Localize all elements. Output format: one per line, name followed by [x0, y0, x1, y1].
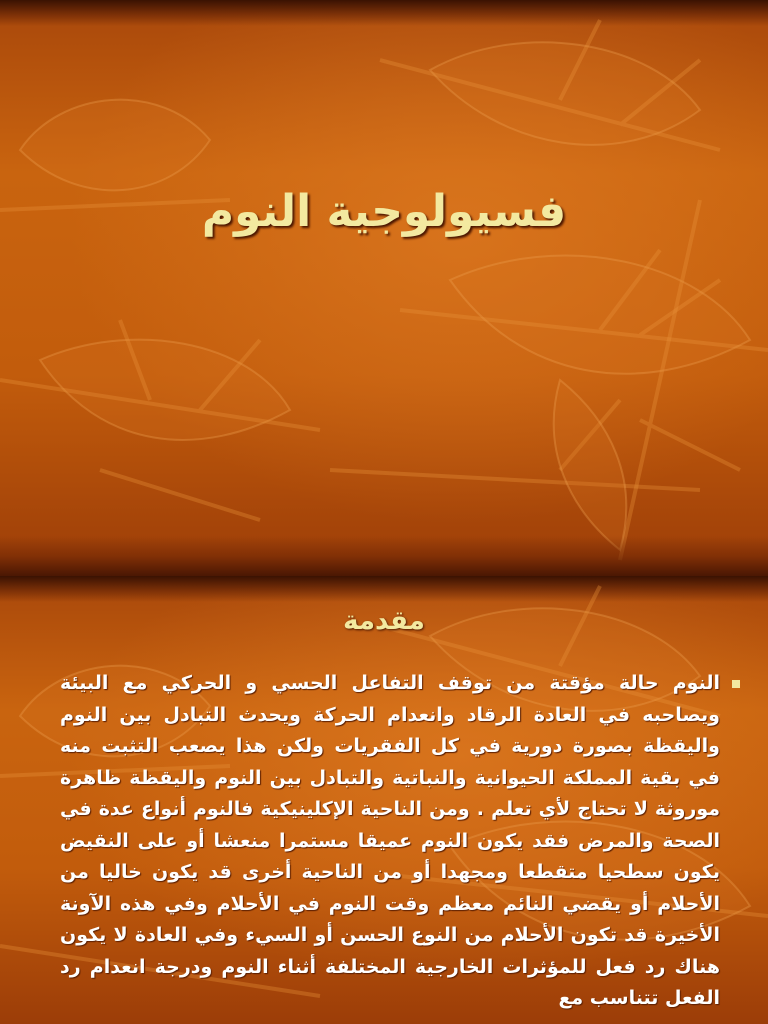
section-heading: مقدمة [343, 606, 425, 636]
bullet-square-icon [732, 680, 740, 688]
bullet-list [60, 668, 720, 1015]
slide-title: فسيولوجية النوم [201, 186, 567, 237]
intro-paragraph: النوم حالة مؤقتة من توقف التفاعل الحسي و الحركي مع البيئة ويصاحبه في العادة الرقاد وانعدام الحركة ويحدث التبادل بين النوم واليقظة بصورة دورية في كل الفقريات ولكن هذا يصعب التثبت منه في بقية المملكة الحيوانية والنباتية والتبادل بين النوم واليقظة ظاهرة موروثة لا تحتاج لأي تعلم . ومن الناحية الإكلينيكية فالنوم أنواع عدة في الصحة والمرض فقد يكون النوم عميقا مستمرا منعشا أو على النقيض يكون سطحيا متقطعا ومجهدا أو من الناحية أخرى قد يكون خاليا من الأحلام أو يقضي النائم معظم وقت النوم في الأحلام وفي هذه الآونة الأخيرة قد تكون الأحلام من النوع الحسن أو السيء وفي العادة لا يكون هناك رد فعل للمؤثرات الخارجية المختلفة أثناء النوم ودرجة انعدام رد الفعل تتناسب مع [60, 672, 720, 1009]
intro-slide [0, 576, 768, 1024]
